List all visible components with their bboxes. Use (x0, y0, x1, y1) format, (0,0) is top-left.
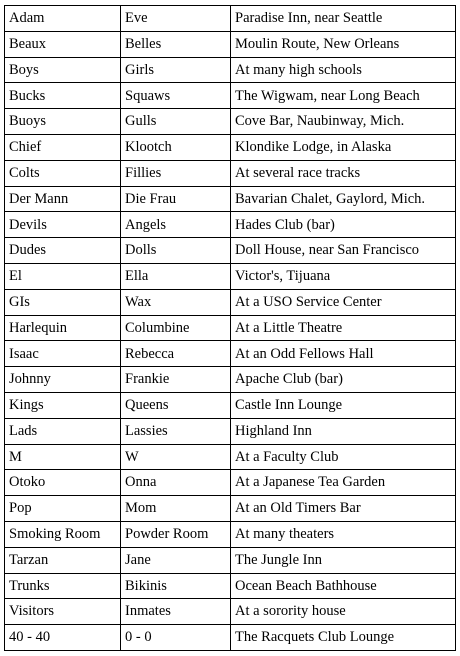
location-cell: Bavarian Chalet, Gaylord, Mich. (231, 186, 456, 212)
location-cell: At an Old Timers Bar (231, 496, 456, 522)
men-label-cell: GIs (5, 289, 121, 315)
location-cell: Moulin Route, New Orleans (231, 31, 456, 57)
women-label-cell: Dolls (121, 238, 231, 264)
location-cell: At a Little Theatre (231, 315, 456, 341)
men-label-cell: Boys (5, 57, 121, 83)
men-label-cell: Tarzan (5, 547, 121, 573)
table-row (5, 367, 456, 393)
men-label-cell: Lads (5, 418, 121, 444)
women-label-cell: Queens (121, 392, 231, 418)
women-label-cell: Girls (121, 57, 231, 83)
men-label-cell: Der Mann (5, 186, 121, 212)
location-cell: Castle Inn Lounge (231, 392, 456, 418)
women-label-cell: Ella (121, 263, 231, 289)
men-label-cell: Colts (5, 160, 121, 186)
table-row (5, 238, 456, 264)
table-row (5, 418, 456, 444)
men-label-cell: Visitors (5, 599, 121, 625)
women-label-cell: Gulls (121, 109, 231, 135)
women-label-cell: Klootch (121, 134, 231, 160)
men-label-cell: Johnny (5, 367, 121, 393)
table-row (5, 341, 456, 367)
table-row (5, 212, 456, 238)
table-row (5, 573, 456, 599)
location-cell: At several race tracks (231, 160, 456, 186)
men-label-cell: Otoko (5, 470, 121, 496)
location-cell: At many high schools (231, 57, 456, 83)
table-row (5, 496, 456, 522)
location-cell: At a Japanese Tea Garden (231, 470, 456, 496)
men-label-cell: Devils (5, 212, 121, 238)
men-label-cell: Bucks (5, 83, 121, 109)
women-label-cell: Rebecca (121, 341, 231, 367)
table-row (5, 547, 456, 573)
location-cell: At many theaters (231, 521, 456, 547)
location-cell: At an Odd Fellows Hall (231, 341, 456, 367)
table-row (5, 134, 456, 160)
women-label-cell: Fillies (121, 160, 231, 186)
table-row (5, 109, 456, 135)
location-cell: Hades Club (bar) (231, 212, 456, 238)
location-cell: Highland Inn (231, 418, 456, 444)
women-label-cell: Mom (121, 496, 231, 522)
table-row (5, 31, 456, 57)
location-cell: Apache Club (bar) (231, 367, 456, 393)
men-label-cell: Trunks (5, 573, 121, 599)
women-label-cell: Belles (121, 31, 231, 57)
table-row (5, 444, 456, 470)
women-label-cell: 0 - 0 (121, 625, 231, 651)
table-row (5, 392, 456, 418)
table-row (5, 599, 456, 625)
men-label-cell: Smoking Room (5, 521, 121, 547)
table-row (5, 186, 456, 212)
table-row (5, 83, 456, 109)
men-label-cell: Beaux (5, 31, 121, 57)
women-label-cell: Die Frau (121, 186, 231, 212)
women-label-cell: Lassies (121, 418, 231, 444)
location-cell: The Jungle Inn (231, 547, 456, 573)
location-cell: Klondike Lodge, in Alaska (231, 134, 456, 160)
table-row (5, 6, 456, 32)
men-label-cell: Isaac (5, 341, 121, 367)
location-cell: At a Faculty Club (231, 444, 456, 470)
men-label-cell: El (5, 263, 121, 289)
location-cell: Victor's, Tijuana (231, 263, 456, 289)
women-label-cell: W (121, 444, 231, 470)
table-row (5, 160, 456, 186)
location-cell: At a USO Service Center (231, 289, 456, 315)
table-row (5, 521, 456, 547)
table-row (5, 289, 456, 315)
location-cell: Paradise Inn, near Seattle (231, 6, 456, 32)
men-label-cell: Buoys (5, 109, 121, 135)
men-label-cell: Pop (5, 496, 121, 522)
women-label-cell: Angels (121, 212, 231, 238)
women-label-cell: Frankie (121, 367, 231, 393)
table-row (5, 57, 456, 83)
table-row (5, 315, 456, 341)
location-cell: At a sorority house (231, 599, 456, 625)
table-row (5, 625, 456, 651)
men-label-cell: 40 - 40 (5, 625, 121, 651)
men-label-cell: Harlequin (5, 315, 121, 341)
women-label-cell: Wax (121, 289, 231, 315)
men-label-cell: Adam (5, 6, 121, 32)
women-label-cell: Powder Room (121, 521, 231, 547)
men-label-cell: Chief (5, 134, 121, 160)
women-label-cell: Inmates (121, 599, 231, 625)
table-row (5, 470, 456, 496)
women-label-cell: Squaws (121, 83, 231, 109)
table-row (5, 263, 456, 289)
men-label-cell: Kings (5, 392, 121, 418)
men-label-cell: M (5, 444, 121, 470)
women-label-cell: Jane (121, 547, 231, 573)
women-label-cell: Eve (121, 6, 231, 32)
location-cell: The Wigwam, near Long Beach (231, 83, 456, 109)
women-label-cell: Bikinis (121, 573, 231, 599)
men-label-cell: Dudes (5, 238, 121, 264)
location-cell: Cove Bar, Naubinway, Mich. (231, 109, 456, 135)
table-body (5, 6, 456, 651)
restroom-names-table (4, 5, 456, 651)
location-cell: The Racquets Club Lounge (231, 625, 456, 651)
women-label-cell: Onna (121, 470, 231, 496)
location-cell: Ocean Beach Bathhouse (231, 573, 456, 599)
location-cell: Doll House, near San Francisco (231, 238, 456, 264)
women-label-cell: Columbine (121, 315, 231, 341)
